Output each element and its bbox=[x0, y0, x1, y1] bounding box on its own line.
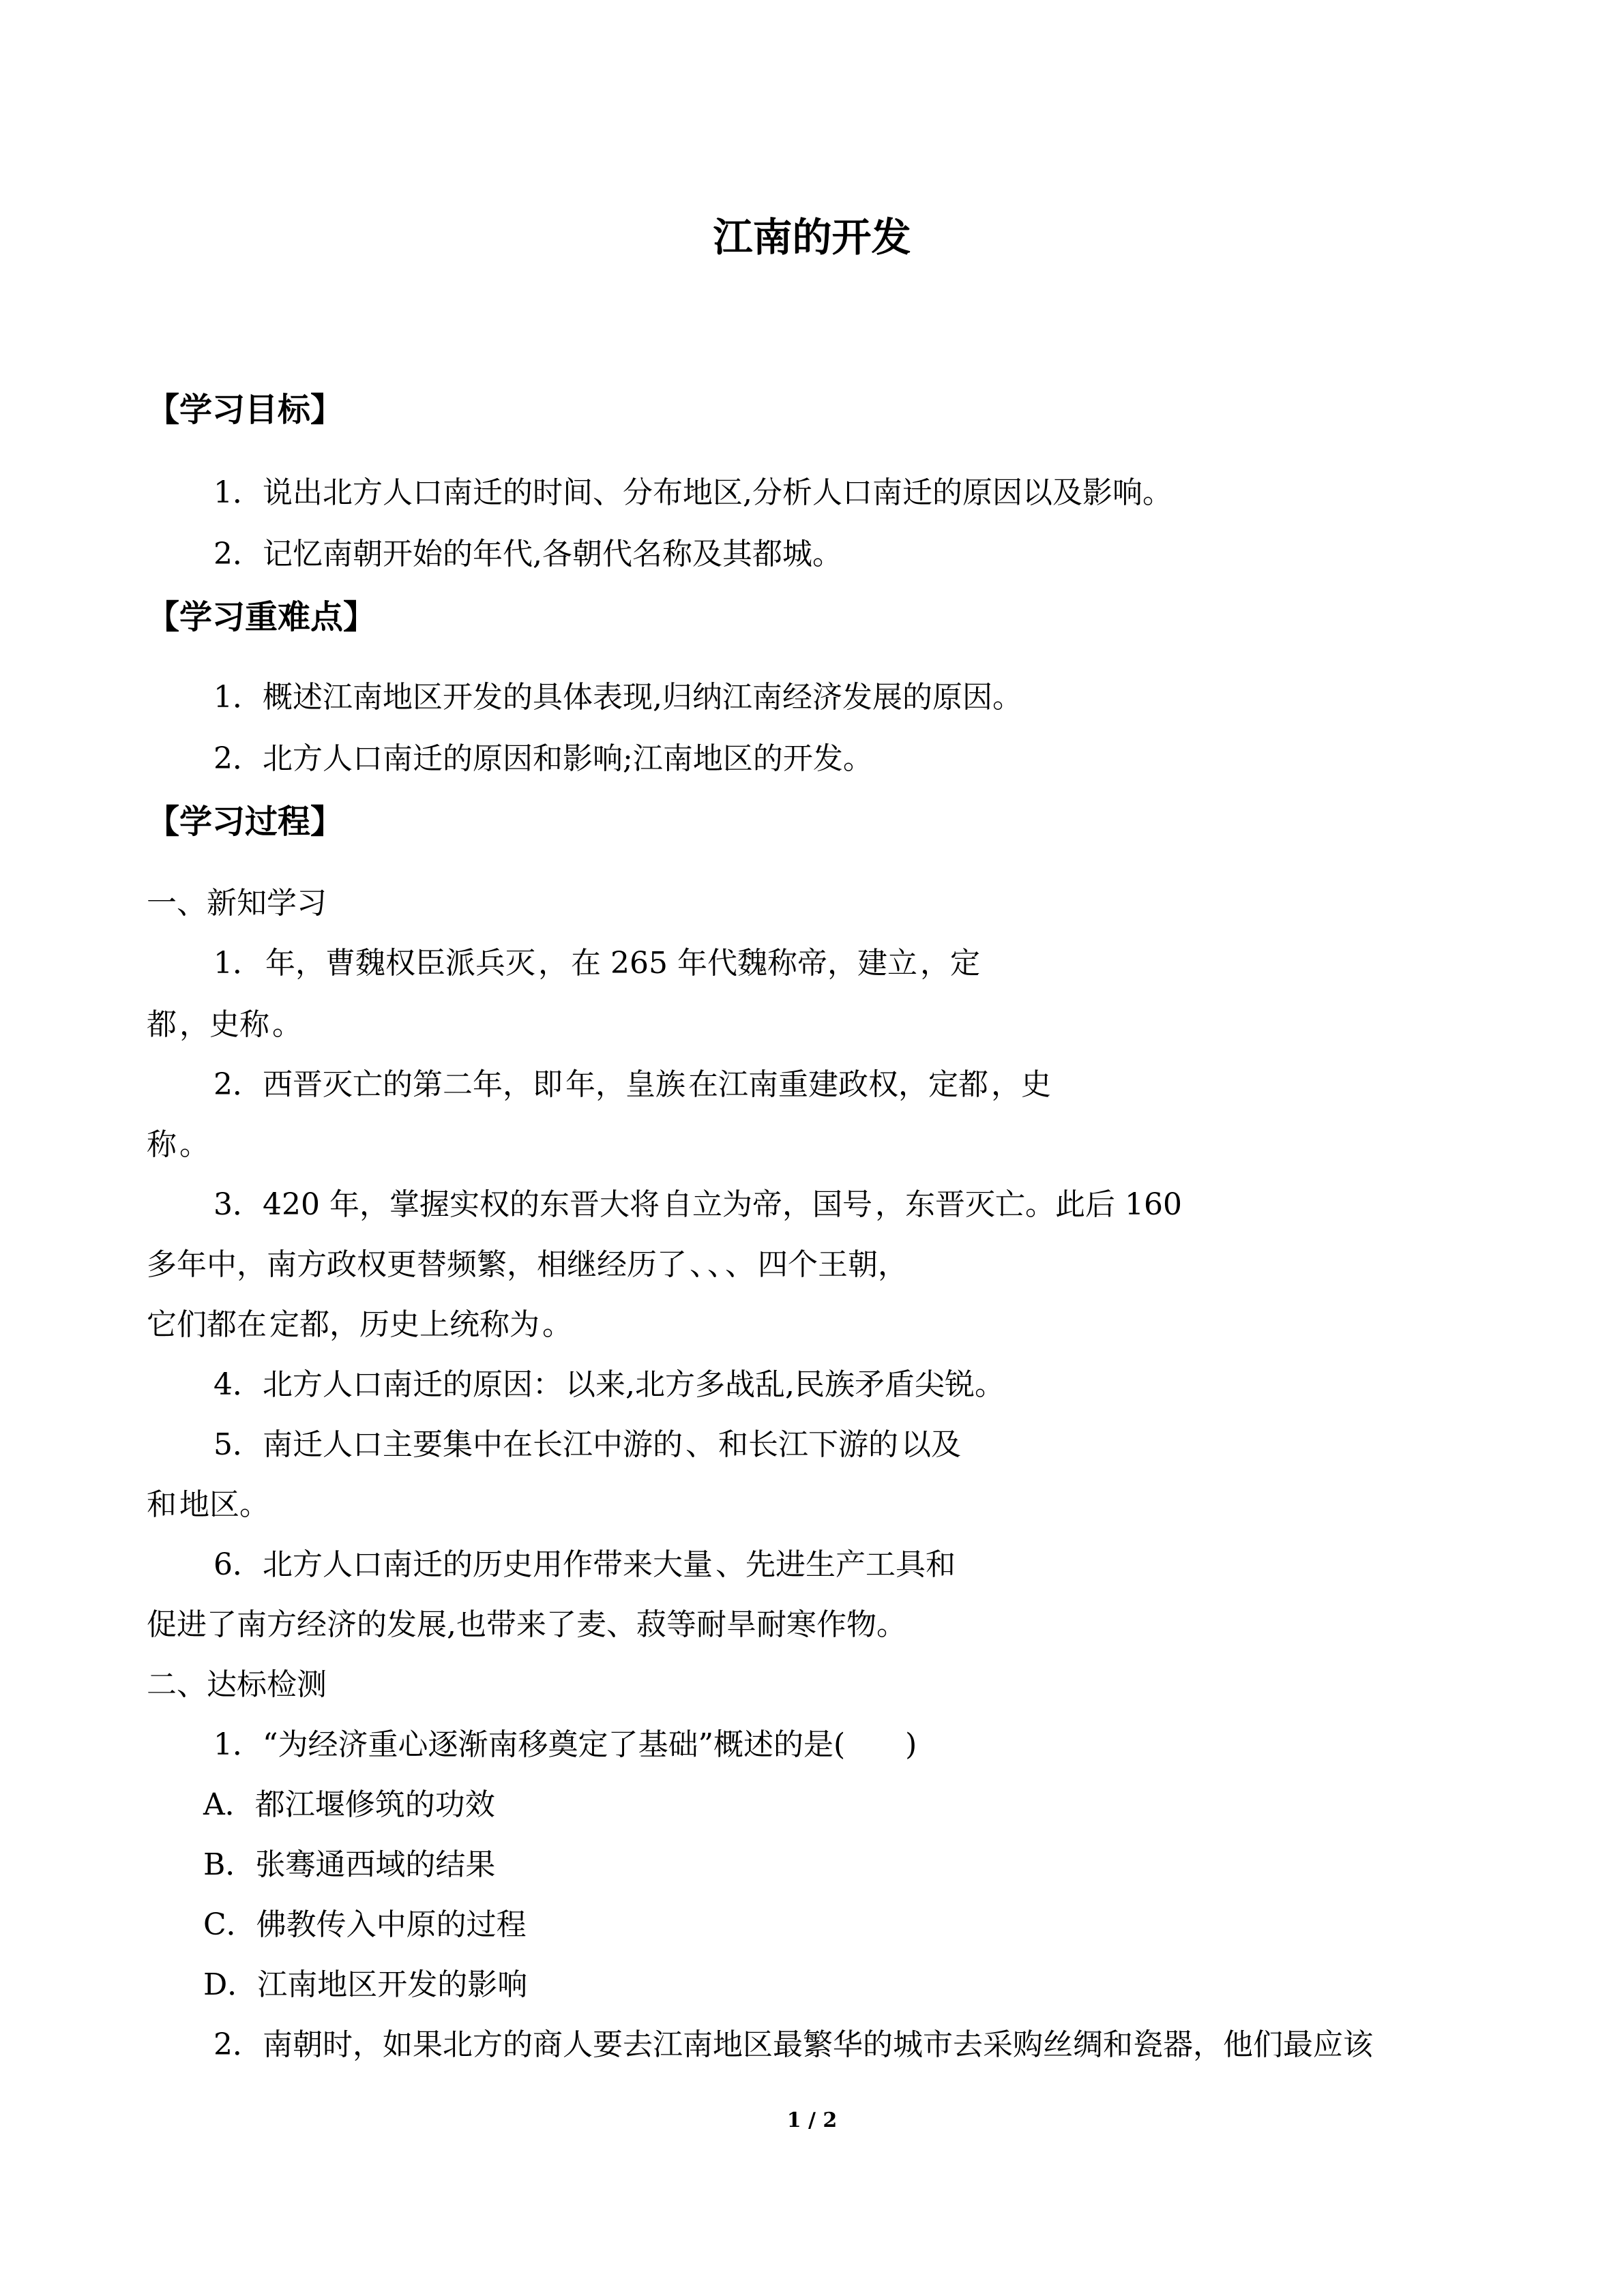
fill-question-3-line-2: 多年中，南方政权更替频繁，相继经历了、、、四个王朝， bbox=[147, 1247, 908, 1282]
mc-option-b[interactable]: B．张骞通西域的结果 bbox=[203, 1847, 496, 1882]
part2-heading: 二、达标检测 bbox=[147, 1667, 327, 1702]
fill-question-1-line-1: 1．年，曹魏权臣派兵灭，在 265 年代魏称帝，建立，定 bbox=[213, 946, 980, 981]
goal-item-2: 2．记忆南朝开始的年代,各朝代名称及其都城。 bbox=[213, 537, 842, 571]
page-number: 1 / 2 bbox=[786, 2108, 838, 2132]
fill-question-3-line-1: 3．420 年，掌握实权的东晋大将自立为帝，国号，东晋灭亡。此后 160 bbox=[213, 1187, 1182, 1222]
fill-question-6-line-1: 6．北方人口南迁的历史用作带来大量、先进生产工具和 bbox=[213, 1547, 956, 1582]
key-item-1: 1．概述江南地区开发的具体表现,归纳江南经济发展的原因。 bbox=[213, 680, 1022, 715]
page-title: 江南的开发 bbox=[713, 214, 911, 260]
mc-question-1-stem: 1．“为经济重心逐渐南移奠定了基础”概述的是( ) bbox=[213, 1727, 917, 1762]
mc-question-2-stem: 2．南朝时，如果北方的商人要去江南地区最繁华的城市去采购丝绸和瓷器，他们最应该 bbox=[213, 2027, 1373, 2062]
fill-question-4: 4．北方人口南迁的原因：以来,北方多战乱,民族矛盾尖锐。 bbox=[213, 1367, 1005, 1402]
mc-option-a[interactable]: A．都江堰修筑的功效 bbox=[203, 1787, 495, 1822]
section-heading-process: 【学习过程】 bbox=[147, 803, 344, 841]
fill-question-5-line-1: 5．南迁人口主要集中在长江中游的、和长江下游的以及 bbox=[213, 1427, 961, 1462]
mc-option-d[interactable]: D．江南地区开发的影响 bbox=[203, 1967, 528, 2002]
fill-question-2-line-1: 2．西晋灭亡的第二年，即年，皇族在江南重建政权，定都，史 bbox=[213, 1067, 1051, 1102]
fill-question-3-line-3: 它们都在定都，历史上统称为。 bbox=[147, 1307, 572, 1342]
fill-question-2-line-2: 称。 bbox=[147, 1127, 209, 1162]
section-heading-goals: 【学习目标】 bbox=[147, 391, 344, 429]
fill-question-5-line-2: 和地区。 bbox=[147, 1487, 269, 1522]
fill-question-6-line-2: 促进了南方经济的发展,也带来了麦、菽等耐旱耐寒作物。 bbox=[147, 1607, 906, 1642]
section-heading-key: 【学习重难点】 bbox=[147, 598, 377, 636]
goal-item-1: 1．说出北方人口南迁的时间、分布地区,分析人口南迁的原因以及影响。 bbox=[213, 475, 1172, 510]
mc-option-c[interactable]: C．佛教传入中原的过程 bbox=[203, 1907, 527, 1942]
fill-question-1-line-2: 都，史称。 bbox=[147, 1007, 302, 1042]
key-item-2: 2．北方人口南迁的原因和影响;江南地区的开发。 bbox=[213, 741, 873, 776]
part1-heading: 一、新知学习 bbox=[147, 886, 327, 921]
